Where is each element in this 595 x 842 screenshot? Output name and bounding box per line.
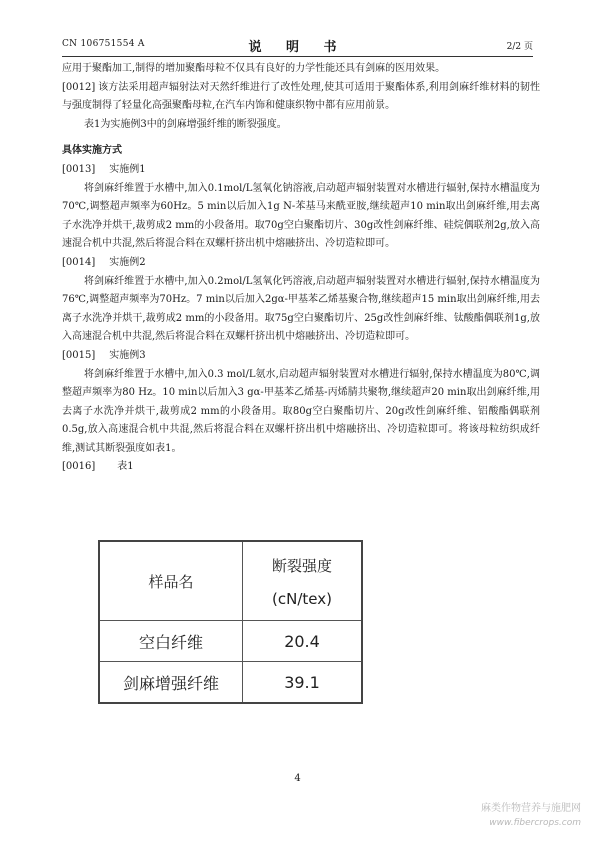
page-number: 4	[294, 773, 301, 784]
example-3-heading	[62, 347, 540, 366]
document-title: 说 明 书	[248, 40, 347, 55]
example-3-text: 将剑麻纤维置于水槽中,加入0.3 mol/L氨水,启动超声辐射装置对水槽进行辐射,保持水槽温度为80℃,调整超声频率为80 Hz。10 min以后加入3 gα-甲基苯乙烯基-丙烯腈共聚物,继续超声20 min取出剑麻纤维,用去离子水洗净并烘干,裁剪成2 mm的小段备用。取80g空白聚酯切片、20g改性剑麻纤维、铝酸酯偶联剂0.5g,放入高速混合机中共混,然后将混合料在双螺杆挤出机中熔融挤出、冷切造粒即可。将该母粒纺织成纤维,测试其断裂强度如表1。	[62, 368, 540, 454]
section-heading: 具体实施方式	[62, 145, 122, 157]
example-1-heading	[62, 161, 540, 180]
table-row	[99, 621, 362, 662]
results-table	[98, 540, 363, 704]
paragraph-number: [0012]	[62, 81, 96, 93]
strength-value-cell: 39.1	[243, 662, 363, 704]
paragraph-number: [0014]	[62, 256, 96, 268]
example-1-text: 将剑麻纤维置于水槽中,加入0.1mol/L氢氧化钠溶液,启动超声辐射装置对水槽进行辐射,保持水槽温度为70℃,调整超声频率为60Hz。5 min以后加入1g N-苯基马来酰亚胺,继续超声10 min取出剑麻纤维,用去离子水洗净并烘干,裁剪成2 mm的小段备用。取70g空白聚酯切片、30g改性剑麻纤维、硅烷偶联剂2g,放入高速混合机中共混,然后将混合料在双螺杆挤出机中熔融挤出、冷切造粒即可。	[62, 182, 540, 250]
sample-name-cell: 剑麻增强纤维	[99, 662, 243, 704]
table-caption-line	[62, 458, 540, 477]
header-divider	[62, 56, 533, 57]
page-indicator: 2/2 页	[506, 42, 533, 52]
watermark-url: www.fibercrops.com	[489, 818, 581, 828]
paragraph-number: [0015]	[62, 349, 96, 361]
header-sample-name: 样品名	[99, 541, 243, 621]
publication-number: CN 106751554 A	[62, 39, 145, 49]
paragraph-number: [0016]	[62, 461, 96, 473]
paragraph-0012	[62, 79, 540, 116]
table-caption: 表1	[117, 461, 134, 473]
paragraph-text: 该方法采用超声辐射法对天然纤维进行了改性处理,使其可适用于聚酯体系,利用剑麻纤维材料的韧性与强度制得了轻量化高强聚酯母粒,在汽车内饰和健康织物中都有应用前景。	[62, 81, 540, 112]
header-breaking-strength	[243, 541, 363, 621]
watermark-site-name: 麻类作物营养与施肥网	[481, 803, 581, 814]
table-header-row	[99, 541, 362, 621]
document-body	[62, 60, 540, 477]
strength-value-cell: 20.4	[243, 621, 363, 662]
header-breaking-strength-unit: (cN/tex)	[272, 589, 332, 608]
paragraph-number: [0013]	[62, 163, 96, 175]
example-label: 实施例3	[109, 349, 146, 361]
sample-name-cell: 空白纤维	[99, 621, 243, 662]
example-2-heading	[62, 254, 540, 273]
table-row	[99, 662, 362, 704]
header-breaking-strength-title: 断裂强度	[271, 556, 332, 575]
paragraph-intro-continued: 应用于聚酯加工,制得的增加聚酯母粒不仅具有良好的力学性能还具有剑麻的医用效果。	[62, 63, 446, 74]
example-2-text: 将剑麻纤维置于水槽中,加入0.2mol/L氢氧化钙溶液,启动超声辐射装置对水槽进行辐射,保持水槽温度为76℃,调整超声频率为70Hz。7 min以后加入2gα-甲基苯乙烯基聚合物,继续超声15 min取出剑麻纤维,用去离子水洗净并烘干,裁剪成2 mm的小段备用。取75g空白聚酯切片、25g改性剑麻纤维、钛酸酯偶联剂1g,放入高速混合机中共混,然后将混合料在双螺杆挤出机中熔融挤出、冷切造粒即可。	[62, 275, 540, 343]
paragraph-table-intro: 表1为实施例3中的剑麻增强纤维的断裂强度。	[84, 118, 287, 130]
example-label: 实施例1	[109, 163, 146, 175]
page-header	[62, 36, 533, 54]
site-watermark	[481, 802, 581, 830]
example-label: 实施例2	[109, 256, 146, 268]
